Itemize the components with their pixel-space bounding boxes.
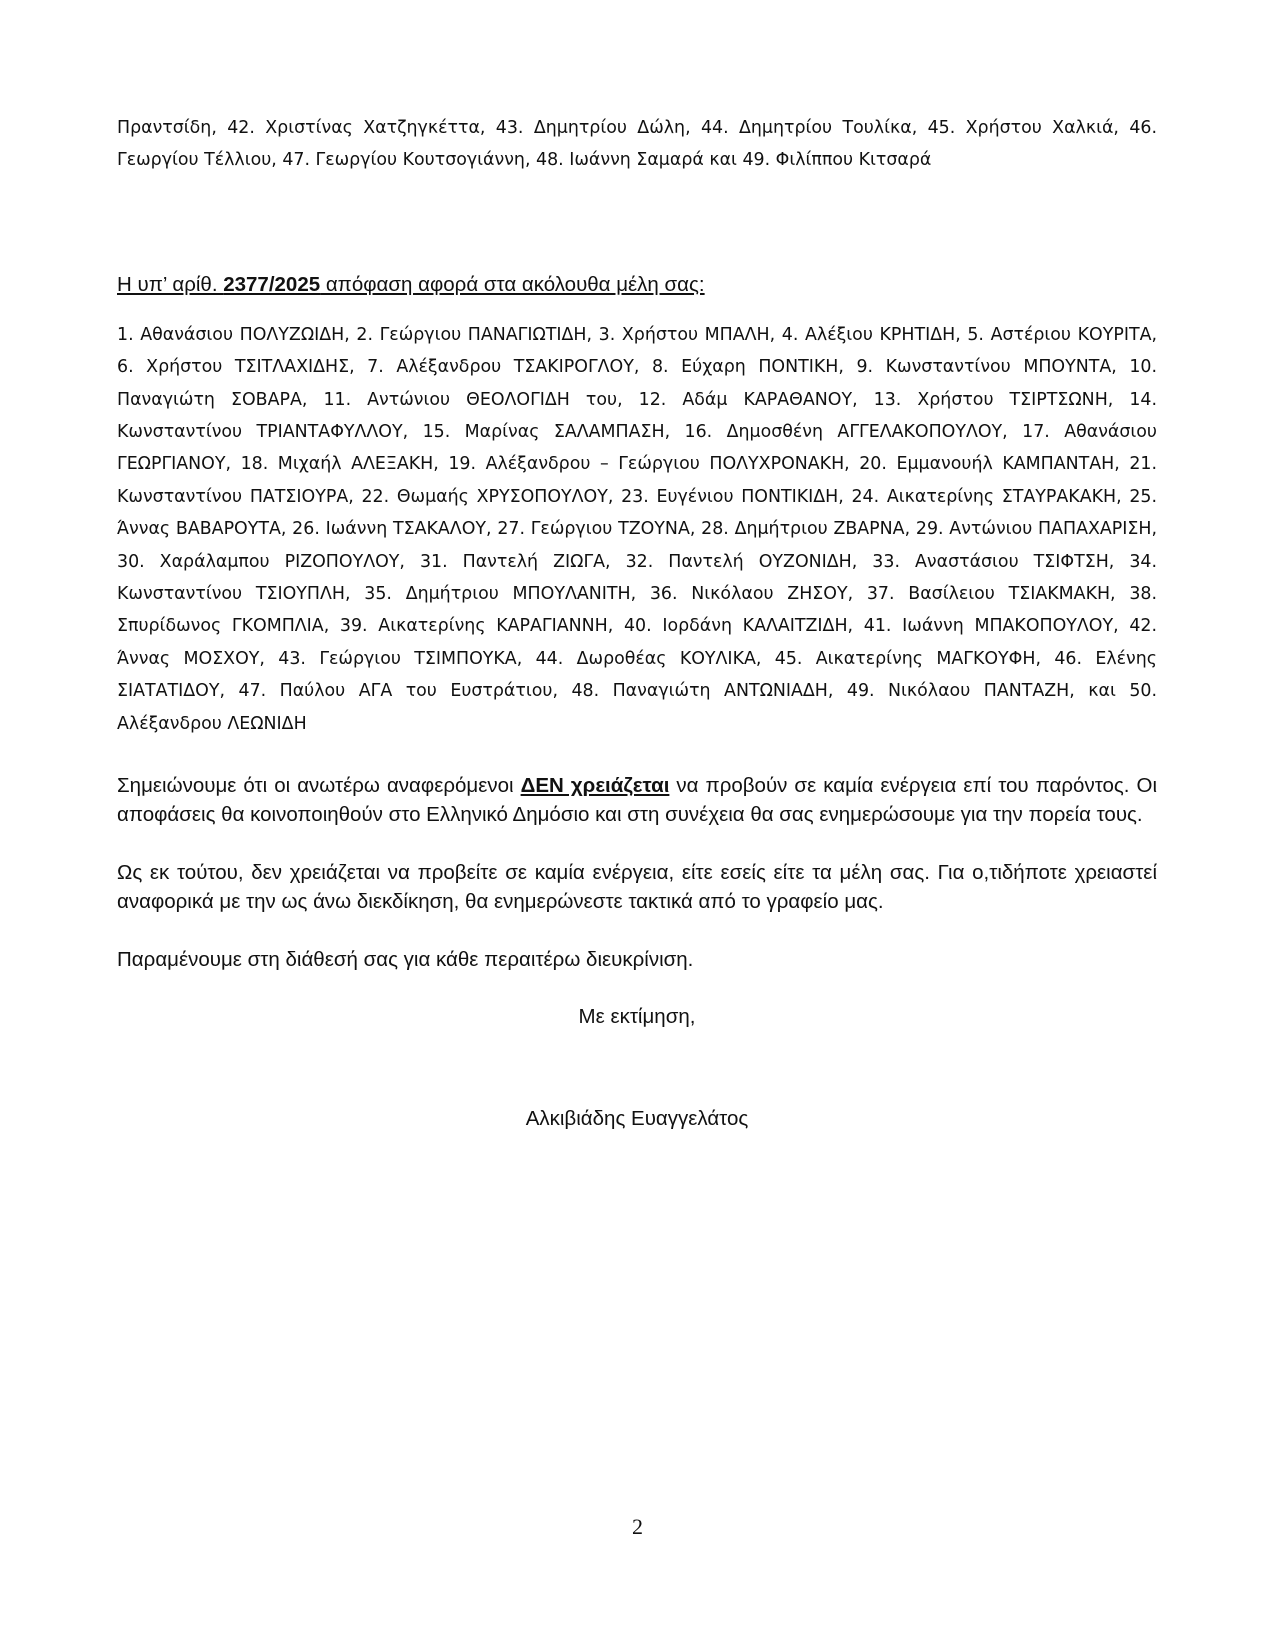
page-number: 2 xyxy=(632,1514,643,1539)
paragraph-no-action xyxy=(117,772,1157,829)
decision-heading xyxy=(117,273,1157,297)
document-page xyxy=(117,112,1157,1131)
paragraph-no-action-after: να προβούν σε καμία ενέργεια επί του παρόντος. Οι αποφάσεις θα κοινοποιηθούν στο Ελληνικό Δημόσιο και στη συνέχεια θα σας ενημερώσουμε για την πορεία τους. xyxy=(117,774,1158,826)
signature-name: Αλκιβιάδης Ευαγγελάτος xyxy=(525,1106,749,1130)
decision-number: 2377/2025 xyxy=(223,272,321,296)
members-list: 1. Αθανάσιου ΠΟΛΥΖΩΙΔΗ, 2. Γεώργιου ΠΑΝΑΓΙΩΤΙΔΗ, 3. Χρήστου ΜΠΑΛΗ, 4. Αλέξιου ΚΡΗΤΙΔΗ, 5. Αστέριου ΚΟΥΡΙΤΑ, 6. Χρήστου ΤΣΙΤΛΑΧΙΔΗΣ, 7. Αλέξανδρου ΤΣΑΚΙΡΟΓΛΟΥ, 8. Εύχαρη ΠΟΝΤΙΚΗ, 9. Κωνσταντίνου ΜΠΟΥΝΤΑ, 10. Παναγιώτη ΣΟΒΑΡΑ, 11. Αντώνιου ΘΕΟΛΟΓΙΔΗ του, 12. Αδάμ ΚΑΡΑΘΑΝΟΥ, 13. Χρήστου ΤΣΙΡΤΣΩΝΗ, 14. Κωνσταντίνου ΤΡΙΑΝΤΑΦΥΛΛΟΥ, 15. Μαρίνας ΣΑΛΑΜΠΑΣΗ, 16. Δημοσθένη ΑΓΓΕΛΑΚΟΠΟΥΛΟΥ, 17. Αθανάσιου ΓΕΩΡΓΙΑΝΟΥ, 18. Μιχαήλ ΑΛΕΞΑΚΗ, 19. Αλέξανδρου – Γεώργιου ΠΟΛΥΧΡΟΝΑΚΗ, 20. Εμμανουήλ ΚΑΜΠΑΝΤΑΗ, 21. Κωνσταντίνου ΠΑΤΣΙΟΥΡΑ, 22. Θωμαής ΧΡΥΣΟΠΟΥΛΟΥ, 23. Ευγένιου ΠΟΝΤΙΚΙΔΗ, 24. Αικατερίνης ΣΤΑΥΡΑΚΑΚΗ, 25. Άννας ΒΑΒΑΡΟΥΤΑ, 26. Ιωάννη ΤΣΑΚΑΛΟΥ, 27. Γεώργιου ΤΖΟΥΝΑ, 28. Δημήτριου ΖΒΑΡΝΑ, 29. Αντώνιου ΠΑΠΑΧΑΡΙΣΗ, 30. Χαράλαμπου ΡΙΖΟΠΟΥΛΟΥ, 31. Παντελή ΖΙΩΓΑ, 32. Παντελή ΟΥΖΟΝΙΔΗ, 33. Αναστάσιου ΤΣΙΦΤΣΗ, 34. Κωνσταντίνου ΤΣΙΟΥΠΛΗ, 35. Δημήτριου ΜΠΟΥΛΑΝΙΤΗ, 36. Νικόλαου ΖΗΣΟΥ, 37. Βασίλειου ΤΣΙΑΚΜΑΚΗ, 38. Σπυρίδωνος ΓΚΟΜΠΛΙΑ, 39. Αικατερίνης ΚΑΡΑΓΙΑΝΝΗ, 40. Ιορδάνη ΚΑΛΑΙΤΖΙΔΗ, 41. Ιωάννη ΜΠΑΚΟΠΟΥΛΟΥ, 42. Άννας ΜΟΣΧΟΥ, 43. Γεώργιου ΤΣΙΜΠΟΥΚΑ, 44. Δωροθέας ΚΟΥΛΙΚΑ, 45. Αικατερίνης ΜΑΓΚΟΥΦΗ, 46. Ελένης ΣΙΑΤΑΤΙΔΟΥ, 47. Παύλου ΑΓΑ του Ευστράτιου, 48. Παναγιώτη ΑΝΤΩΝΙΑΔΗ, 49. Νικόλαου ΠΑΝΤΑΖΗ, και 50. Αλέξανδρου ΛΕΩΝΙΔΗ xyxy=(117,324,1157,734)
closing-salutation: Με εκτίμηση, xyxy=(578,1004,696,1028)
paragraph-updates: Ως εκ τούτου, δεν χρειάζεται να προβείτε σε καμία ενέργεια, είτε εσείς είτε τα μέλη σας. Για ο,τιδήποτε χρειαστεί αναφορικά με την ως άνω διεκδίκηση, θα ενημερώνεστε τακτικά από το γραφείο μας. xyxy=(117,861,1157,913)
paragraph-availability: Παραμένουμε στη διάθεσή σας για κάθε περαιτέρω διευκρίνιση. xyxy=(117,948,694,972)
decision-heading-prefix: Η υπ’ αρίθ. xyxy=(117,272,224,296)
paragraph-no-action-before: Σημειώνουμε ότι οι ανωτέρω αναφερόμενοι xyxy=(117,774,521,798)
decision-heading-suffix: απόφαση αφορά στα ακόλουθα μέλη σας: xyxy=(320,272,705,296)
previous-members-list: Πραντσίδη, 42. Χριστίνας Χατζηγκέττα, 43. Δημητρίου Δώλη, 44. Δημητρίου Τουλίκα, 45. Χρήστου Χαλκιά, 46. Γεωργίου Τέλλιου, 47. Γεωργίου Κουτσογιάννη, 48. Ιωάννη Σαμαρά και 49. Φιλίππου Κιτσαρά xyxy=(117,118,1157,171)
emphasis-not-needed: ΔΕΝ χρειάζεται xyxy=(520,774,670,798)
